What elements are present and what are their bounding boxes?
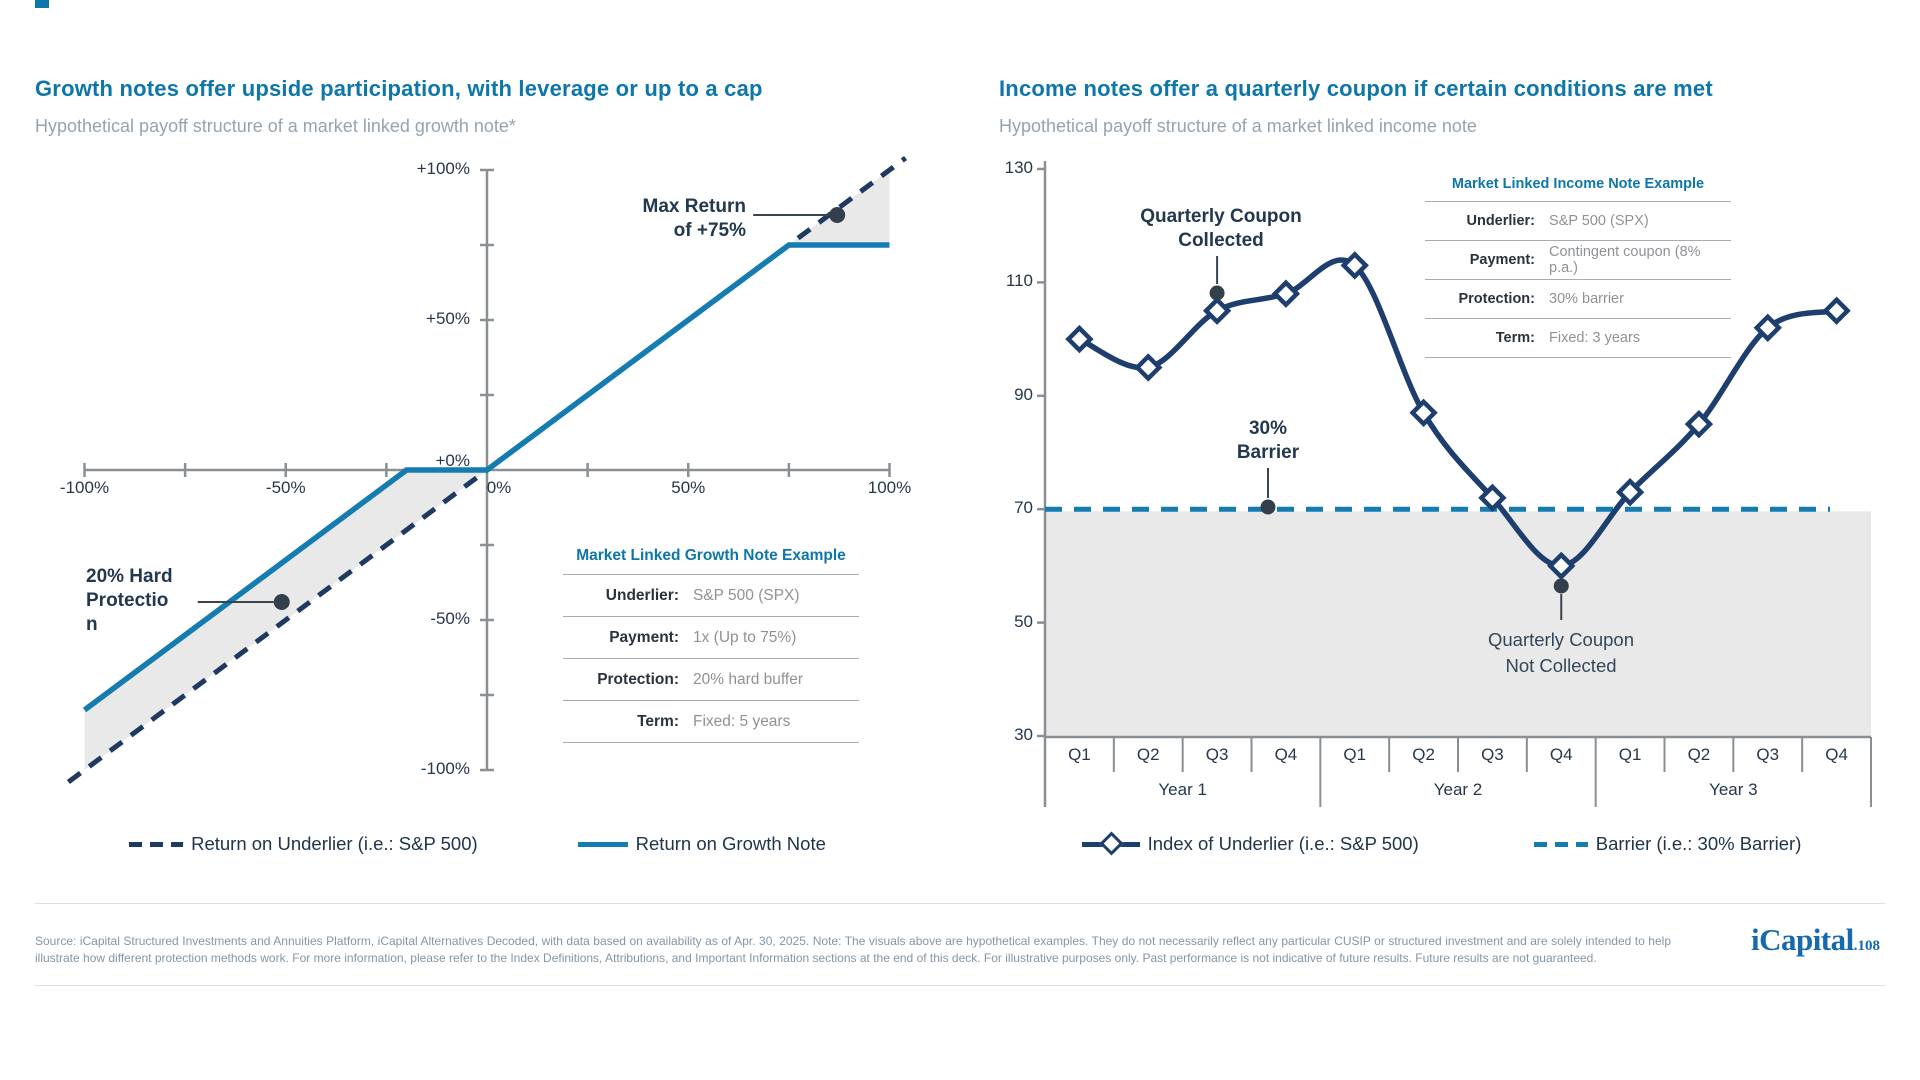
- growth-x-tick-label: 0%: [486, 478, 512, 497]
- table-row-term: [563, 700, 859, 742]
- footer-bottom-rule: [35, 985, 1885, 986]
- income-y-tick-label: 50: [1014, 611, 1033, 631]
- legend-item-index: [1082, 833, 1419, 855]
- coupon-not-collected-dot: [1554, 579, 1569, 594]
- year-label: Year 3: [1709, 780, 1758, 799]
- row-value: 1x (Up to 75%): [693, 628, 797, 646]
- row-label: Payment:: [609, 628, 679, 646]
- growth-subtitle: Hypothetical payoff structure of a market linked growth note*: [35, 116, 516, 136]
- navy-line-diamond-sample: [1082, 842, 1140, 847]
- quarter-label: Q3: [1481, 745, 1504, 764]
- diamond-marker-icon: [1099, 831, 1123, 855]
- row-value: S&P 500 (SPX): [693, 586, 800, 604]
- footer-top-rule: [35, 903, 1885, 904]
- table-row-payment: [563, 616, 859, 658]
- dashed-lightblue-line-sample: [1534, 842, 1588, 847]
- row-label: Protection:: [597, 670, 679, 688]
- legend-label: Return on Growth Note: [635, 833, 826, 854]
- growth-y-tick-label: +100%: [416, 159, 470, 178]
- source-disclaimer: Source: iCapital Structured Investments and Annuities Platform, iCapital Alternatives Decoded, with data based on availability as of Apr. 30, 2025. Note: The visuals above are hypothetical examples. They do not necessarily reflect any particular CUSIP or structured investment and are solely intended to help illustrate how different protection methods work. For more information, please refer to the Index Definitions, Attributions, and Important Information sections at the end of this deck. For illustrative purposes only. Past performance is not indicative of future results. Future results are not guaranteed.: [35, 934, 1671, 965]
- max-return-annotation: [566, 195, 746, 243]
- coupon-not-collected-line1: Quarterly Coupon: [1487, 629, 1635, 650]
- row-label: Term:: [637, 712, 679, 730]
- table-row-protection: [1425, 279, 1731, 318]
- coupon-collected-annotation: [1071, 205, 1371, 253]
- row-label: Term:: [1495, 330, 1535, 346]
- growth-y-tick-label: -100%: [420, 759, 470, 778]
- data-point-diamond: [1275, 283, 1297, 305]
- row-value: Fixed: 5 years: [693, 712, 791, 730]
- income-y-tick-label: 110: [1005, 271, 1033, 291]
- growth-legend: [35, 833, 920, 855]
- growth-note-table: [563, 547, 859, 743]
- row-value: Contingent coupon (8% p.a.): [1549, 244, 1701, 276]
- quarter-label: Q1: [1618, 745, 1642, 764]
- table-row-payment: [1425, 240, 1731, 279]
- barrier-annotation: [1193, 417, 1343, 465]
- income-y-tick-label: 130: [1004, 158, 1033, 177]
- row-label: Underlier:: [605, 586, 679, 604]
- income-legend: [999, 833, 1884, 855]
- row-value: S&P 500 (SPX): [1549, 213, 1649, 229]
- data-point-diamond: [1068, 328, 1090, 350]
- quarter-label: Q4: [1274, 745, 1298, 764]
- legend-item-growth-note: [578, 833, 826, 855]
- quarter-label: Q3: [1756, 745, 1780, 764]
- row-value: 20% hard buffer: [693, 670, 804, 688]
- row-label: Underlier:: [1466, 213, 1535, 229]
- legend-label: Barrier (i.e.: 30% Barrier): [1595, 833, 1802, 854]
- hard-protection-annotation: [86, 565, 198, 637]
- legend-label: Return on Underlier (i.e.: S&P 500): [191, 833, 478, 854]
- row-value: 30% barrier: [1549, 291, 1624, 307]
- dashed-navy-line-sample: [129, 842, 183, 847]
- income-note-table: [1425, 176, 1731, 358]
- income-title: Income notes offer a quarterly coupon if certain conditions are met: [999, 76, 1713, 101]
- income-y-tick-label: 90: [1014, 384, 1033, 404]
- max-return-line1: Max Return: [642, 196, 746, 217]
- income-y-tick-label: 30: [1014, 725, 1033, 744]
- growth-y-tick-label: -50%: [430, 609, 470, 628]
- max-return-line2: of +75%: [673, 220, 746, 241]
- coupon-not-collected-annotation: [1411, 627, 1711, 679]
- coupon-collected-line1: Quarterly Coupon: [1140, 206, 1302, 227]
- data-point-diamond: [1826, 300, 1848, 322]
- page-number: .108: [1853, 938, 1880, 954]
- table-row-underlier: [1425, 201, 1731, 240]
- legend-label: Index of Underlier (i.e.: S&P 500): [1147, 833, 1419, 854]
- income-table-title: Market Linked Income Note Example: [1451, 176, 1705, 192]
- row-label: Payment:: [1469, 252, 1535, 268]
- growth-table-title: Market Linked Growth Note Example: [576, 547, 846, 564]
- barrier-line2: Barrier: [1236, 442, 1300, 463]
- year-label: Year 2: [1433, 780, 1483, 799]
- growth-x-tick-label: -100%: [59, 478, 110, 497]
- barrier-dot: [1261, 500, 1276, 515]
- growth-x-tick-label: 50%: [671, 478, 706, 497]
- quarter-label: Q4: [1825, 745, 1848, 764]
- growth-y-tick-label: +0%: [435, 451, 470, 470]
- hard-protection-line1: 20% Hard: [86, 566, 173, 587]
- coupon-collected-line2: Collected: [1178, 230, 1264, 251]
- protection-dot: [274, 594, 290, 610]
- year-label: Year 1: [1158, 780, 1207, 799]
- below-barrier-region: [1045, 511, 1871, 737]
- data-point-diamond: [1137, 356, 1159, 378]
- table-row-term: [1425, 318, 1731, 357]
- quarter-label: Q2: [1412, 745, 1435, 764]
- growth-x-tick-label: 100%: [867, 478, 912, 497]
- quarter-label: Q2: [1687, 745, 1711, 764]
- barrier-line1: 30%: [1248, 418, 1288, 439]
- quarter-label: Q2: [1136, 745, 1160, 764]
- growth-title: Growth notes offer upside participation, with leverage or up to a cap: [35, 76, 763, 101]
- quarter-label: Q1: [1068, 745, 1091, 764]
- row-label: Protection:: [1458, 291, 1535, 307]
- quarter-label: Q4: [1549, 745, 1573, 764]
- quarter-label: Q3: [1205, 745, 1229, 764]
- legend-item-underlier: [129, 833, 478, 855]
- coupon-collected-dot: [1210, 286, 1225, 301]
- table-row-underlier: [563, 574, 859, 616]
- solid-blue-line-sample: [578, 842, 628, 847]
- growth-x-tick-label: -50%: [265, 478, 306, 497]
- quarter-label: Q1: [1343, 745, 1367, 764]
- growth-y-tick-label: +50%: [426, 309, 470, 328]
- max-return-dot: [829, 207, 845, 223]
- logo-wordmark: iCapital: [1750, 922, 1854, 957]
- row-value: Fixed: 3 years: [1549, 330, 1641, 346]
- hard-protection-line2: Protectio: [86, 590, 169, 611]
- income-subtitle: Hypothetical payoff structure of a market linked income note: [999, 116, 1477, 136]
- table-row-protection: [563, 658, 859, 700]
- legend-item-barrier: [1534, 833, 1802, 855]
- income-y-tick-label: 70: [1014, 498, 1033, 518]
- hard-protection-line3: n: [86, 614, 98, 635]
- coupon-not-collected-line2: Not Collected: [1505, 655, 1617, 676]
- icapital-logo: [1660, 922, 1880, 958]
- brand-accent-bar: [35, 0, 49, 8]
